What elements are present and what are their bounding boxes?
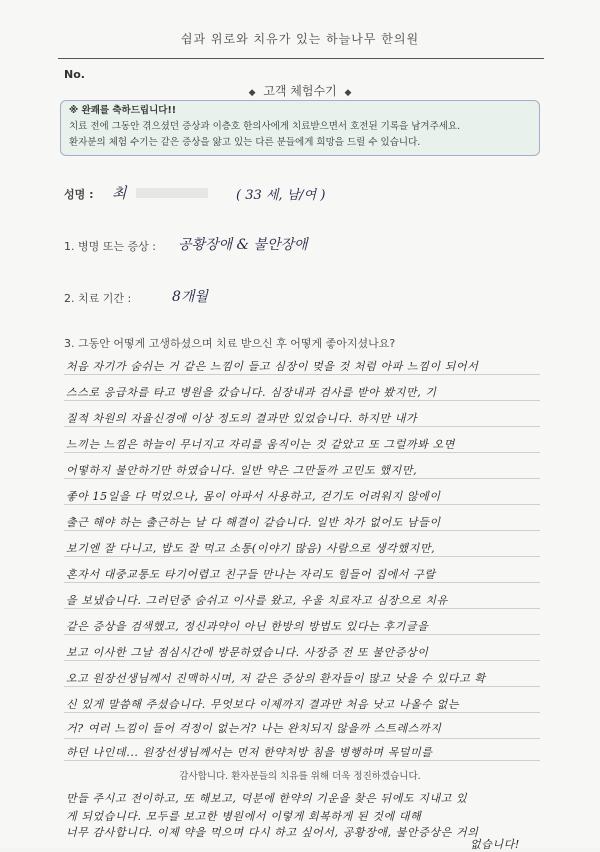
testimonial-line: 처음 자기가 숨쉬는 거 같은 느낌이 들고 심장이 멎을 것 처럼 아파 느낌이 되어서 [66, 360, 479, 373]
diamond-icon: ◆ [248, 88, 256, 98]
testimonial-line: 너무 감사합니다. 이제 약을 먹으며 다시 하고 싶어서, 공황장애, 불안증상은 거의 [66, 826, 479, 839]
testimonial-line: 질적 차원의 자율신경에 이상 정도의 결과만 있었습니다. 하지만 내가 [66, 412, 418, 425]
notice-heading: ※ 완쾌를 축하드립니다!! [69, 105, 177, 116]
ruled-line [64, 686, 540, 687]
notice-box [60, 100, 540, 156]
testimonial-line: 스스로 응급차를 타고 병원을 갔습니다. 심장내과 검사를 받아 봤지만, 기 [66, 386, 437, 399]
ruled-line [64, 478, 540, 479]
testimonial-line: 같은 증상을 검색했고, 정신과약이 아닌 한방의 방법도 있다는 후기글을 [66, 620, 429, 633]
ruled-line [64, 582, 540, 583]
testimonial-line: 출근 해야 하는 출근하는 날 다 해결이 같습니다. 일반 차가 없어도 남들이 [66, 516, 441, 529]
form-title: 고객 체험수기 [263, 84, 337, 98]
form-title-row [0, 82, 600, 99]
q2-answer: 8개월 [172, 289, 208, 305]
testimonial-line: 혼자서 대중교통도 타기어렵고 친구들 만나는 자리도 힘들어 집에서 구랄 [66, 568, 436, 581]
ruled-line [64, 452, 540, 453]
ruled-line [64, 608, 540, 609]
ruled-line [64, 660, 540, 661]
ruled-line [64, 556, 540, 557]
testimonial-line: 보고 이사한 그날 점심시간에 방문하였습니다. 사장증 전 또 불안증상이 [66, 646, 429, 659]
testimonial-line: 좋아 15일을 다 먹었으나, 몸이 아파서 사용하고, 걷기도 어려워지 않에이 [66, 490, 441, 503]
testimonial-line: 느끼는 느낌은 하늘이 무너지고 자리를 움직이는 것 같았고 또 그럴까봐 오면 [66, 438, 455, 451]
ruled-line [64, 374, 540, 375]
testimonial-line: 오고 원장선생님께서 진맥하시며, 저 같은 증상의 환자들이 많고 낫을 수 있다고 확 [66, 672, 486, 685]
ruled-line [64, 400, 540, 401]
testimonial-line: 신 있게 말씀해 주셨습니다. 무엇보다 이제까지 결과만 처음 낫고 나올수 없는 [66, 698, 460, 711]
notice-text-1: 치료 전에 그동안 겪으셨던 증상과 이층호 한의사에게 치료받으면서 호전된 기록을 남겨주세요. [69, 121, 461, 132]
testimonial-line: 보기엔 잘 다니고, 밥도 잘 먹고 소통(이야기 많음) 사람으로 생각했지만, [66, 542, 436, 555]
testimonial-line: 을 보냈습니다. 그러던중 숨쉬고 이사를 왔고, 우울 치료자고 심장으로 치유 [66, 594, 448, 607]
testimonial-line: 게 되었습니다. 모두를 보고한 병원에서 이렇게 회복하게 된 것에 대해 [66, 810, 422, 823]
name-value: 최 [112, 184, 127, 202]
footer-thanks: 감사합니다. 환자분들의 치유를 위해 더욱 정진하겠습니다. [179, 771, 421, 782]
notice-text-2: 환자분의 체험 수기는 같은 증상을 앓고 있는 다른 분들에게 희망을 드릴 수 있습니다. [69, 137, 421, 148]
name-label: 성명 : [64, 188, 94, 201]
clinic-title: 쉼과 위로와 치유가 있는 하늘나무 한의원 [180, 32, 420, 46]
ruled-line [64, 712, 540, 713]
ruled-line [64, 504, 540, 505]
redacted-name [136, 188, 208, 198]
ruled-line [64, 530, 540, 531]
ruled-line [64, 760, 540, 761]
q1-answer: 공황장애 & 불안장애 [178, 237, 308, 253]
q3-label: 3. 그동안 어떻게 고생하셨으며 치료 받으신 후 어떻게 좋아지셨나요? [64, 337, 396, 350]
ruled-line [64, 426, 540, 427]
testimonial-line: 없습니다! [470, 838, 520, 851]
testimonial-line: 거? 여러 느낌이 들어 걱정이 없는거? 나는 완치되지 않을까 스트레스까지 [66, 722, 442, 735]
document-number-label: No. [64, 68, 85, 81]
testimonial-line: 어떻하지 불안하기만 하였습니다. 일반 약은 그만둘까 고민도 했지만, [66, 464, 418, 477]
age-gender-value: ( 33 세, 남/여 ) [236, 188, 326, 203]
header-divider [58, 58, 544, 59]
ruled-line [64, 634, 540, 635]
q1-label: 1. 병명 또는 증상 : [64, 240, 156, 253]
testimonial-line: 만들 주시고 전이하고, 또 해보고, 덕분에 한약의 기운을 찾은 뒤에도 지내고 있 [66, 792, 468, 805]
diamond-icon: ◆ [344, 88, 352, 98]
q2-label: 2. 치료 기간 : [64, 292, 132, 305]
ruled-line [64, 738, 540, 739]
testimonial-line: 하던 나인데... 원장선생님께서는 먼저 한약처방 침을 병행하며 목덜미를 [66, 746, 433, 759]
